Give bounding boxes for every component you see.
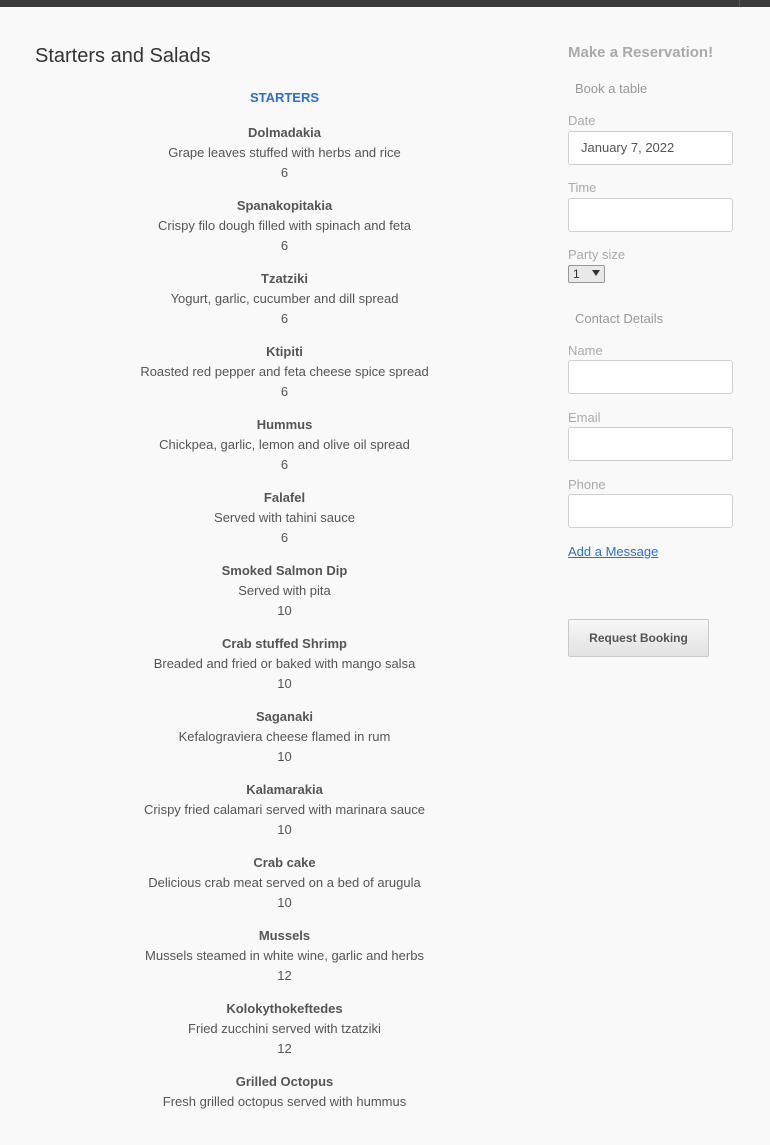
menu-item-name: Hummus xyxy=(256,417,313,432)
name-input[interactable] xyxy=(568,360,733,394)
starters-menu xyxy=(35,90,534,1145)
menu-item-description: Fresh grilled octopus served with hummus xyxy=(162,1094,407,1109)
chevron-down-icon xyxy=(592,270,600,276)
menu-item-price: 6 xyxy=(280,165,289,180)
page-title: Starters and Salads xyxy=(35,45,211,67)
top-navigation-bar xyxy=(0,0,770,7)
menu-item-price: 6 xyxy=(280,311,289,326)
reservation-form xyxy=(568,44,738,645)
party-size-value: 1 xyxy=(573,267,580,281)
menu-item-name: Smoked Salmon Dip xyxy=(221,563,348,578)
menu-item-name: Kalamarakia xyxy=(246,782,323,797)
email-input[interactable] xyxy=(568,427,733,461)
menu-item-description: Crispy fried calamari served with marinara sauce xyxy=(143,802,426,817)
menu-item xyxy=(35,1072,534,1145)
menu-item-price: 6 xyxy=(280,238,289,253)
menu-item-price: 10 xyxy=(277,822,292,837)
menu-item xyxy=(35,123,534,196)
menu-item-name: Dolmadakia xyxy=(248,125,321,140)
menu-item-description: Served with pita xyxy=(238,583,331,598)
phone-label: Phone xyxy=(568,477,606,492)
time-input[interactable] xyxy=(568,198,733,232)
time-label: Time xyxy=(568,180,597,195)
menu-item xyxy=(35,196,534,269)
menu-item xyxy=(35,634,534,707)
menu-item-name: Mussels xyxy=(258,928,311,943)
menu-item xyxy=(35,926,534,999)
menu-item-name: Crab stuffed Shrimp xyxy=(222,636,347,651)
party-size-select[interactable] xyxy=(568,265,605,283)
menu-item-description: Delicious crab meat served on a bed of arugula xyxy=(148,875,421,890)
menu-item-price: 10 xyxy=(277,895,292,910)
menu-item xyxy=(35,488,534,561)
request-booking-button[interactable]: Request Booking xyxy=(568,619,709,657)
menu-item xyxy=(35,707,534,780)
book-table-legend: Book a table xyxy=(575,81,648,96)
menu-item-description: Served with tahini sauce xyxy=(214,510,355,525)
menu-item xyxy=(35,561,534,634)
menu-item-price: 6 xyxy=(280,457,289,472)
menu-item-description: Roasted red pepper and feta cheese spice spread xyxy=(140,364,429,379)
party-size-label: Party size xyxy=(568,247,626,262)
contact-details-legend: Contact Details xyxy=(575,311,664,326)
menu-item xyxy=(35,342,534,415)
menu-item xyxy=(35,853,534,926)
menu-item-name: Crab cake xyxy=(253,855,316,870)
menu-item-description: Crispy filo dough filled with spinach and feta xyxy=(158,218,411,233)
reservation-title: Make a Reservation! xyxy=(568,44,714,61)
add-message-link[interactable]: Add a Message xyxy=(568,544,659,559)
menu-item-name: Falafel xyxy=(263,490,306,505)
menu-item-name: Tzatziki xyxy=(261,271,308,286)
menu-item-price: 10 xyxy=(277,749,292,764)
menu-item-name: Saganaki xyxy=(255,709,314,724)
menu-item-name: Spanakopitakia xyxy=(236,198,333,213)
section-title: STARTERS xyxy=(249,90,320,105)
menu-item xyxy=(35,780,534,853)
menu-item-description: Grape leaves stuffed with herbs and rice xyxy=(168,145,401,160)
menu-item-description: Kefalograviera cheese flamed in rum xyxy=(178,729,391,744)
date-input[interactable]: January 7, 2022 xyxy=(568,131,733,165)
menu-item xyxy=(35,999,534,1072)
menu-item-price: 10 xyxy=(277,676,292,691)
menu-item-price: 12 xyxy=(277,1041,292,1056)
menu-item-price: 10 xyxy=(277,603,292,618)
menu-item-description: Chickpea, garlic, lemon and olive oil spread xyxy=(159,437,410,452)
menu-item xyxy=(35,415,534,488)
menu-item xyxy=(35,269,534,342)
phone-input[interactable] xyxy=(568,494,733,528)
menu-item-description: Mussels steamed in white wine, garlic and herbs xyxy=(145,948,424,963)
menu-item-name: Kolokythokeftedes xyxy=(226,1001,343,1016)
name-label: Name xyxy=(568,343,603,358)
email-label: Email xyxy=(568,410,601,425)
nav-divider xyxy=(739,0,740,7)
menu-item-price: 6 xyxy=(280,384,289,399)
menu-item-price: 12 xyxy=(277,968,292,983)
menu-item-description: Fried zucchini served with tzatziki xyxy=(188,1021,381,1036)
menu-item-list xyxy=(35,123,534,1145)
menu-item-description: Breaded and fried or baked with mango salsa xyxy=(153,656,416,671)
date-label: Date xyxy=(568,113,596,128)
menu-item-name: Grilled Octopus xyxy=(235,1074,334,1089)
menu-item-price: 6 xyxy=(280,530,289,545)
menu-item-name: Ktipiti xyxy=(266,344,303,359)
menu-item-description: Yogurt, garlic, cucumber and dill spread xyxy=(170,291,399,306)
